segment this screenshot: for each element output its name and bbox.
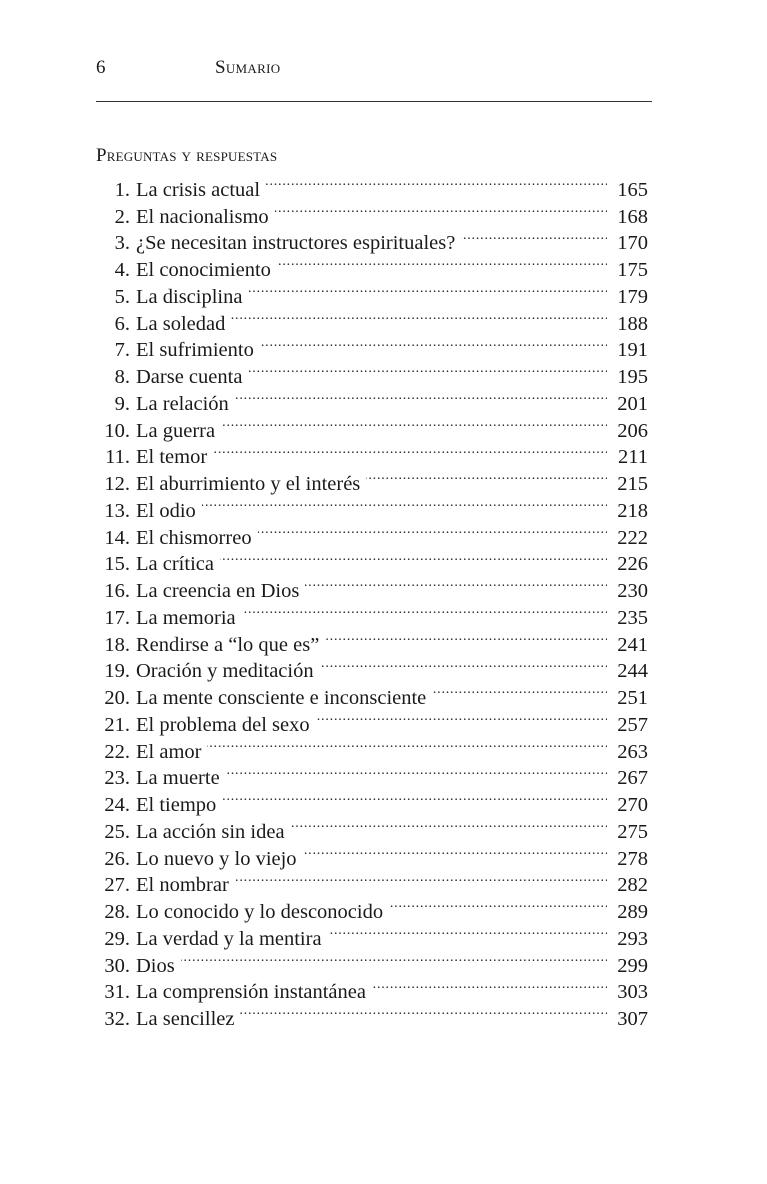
toc-entry-number: 21. (104, 713, 130, 736)
toc-entry-number: 14. (104, 526, 130, 549)
toc-entry-page: 191 (617, 339, 648, 362)
toc-leader-dots (235, 865, 607, 892)
toc-entry-title: La soledad (136, 312, 226, 335)
toc-entry-page: 278 (617, 847, 648, 870)
toc-entry-page: 235 (617, 606, 648, 629)
toc-entry-title: El aburrimiento y el interés (136, 473, 361, 495)
toc-leader-dots (231, 303, 607, 330)
toc-entry-page: 179 (617, 285, 648, 308)
toc-entry-title: La creencia en Dios (136, 580, 300, 602)
toc-leader-dots (266, 169, 607, 196)
toc-entry-title: La guerra (136, 419, 216, 442)
toc-entry-title: La memoria (136, 606, 236, 629)
toc-entry-title: Darse cuenta (136, 366, 243, 388)
toc-leader-dots (389, 891, 607, 918)
toc-leader-dots (220, 544, 607, 571)
toc-entry-page: 201 (617, 392, 648, 415)
toc-entry-number: 10. (104, 419, 130, 442)
toc-entry-title: La comprensión instantánea (136, 981, 366, 1004)
toc-leader-dots (235, 383, 607, 410)
toc-entry-page: 251 (617, 687, 648, 709)
toc-leader-dots (325, 624, 607, 651)
toc-entry-number: 23. (104, 767, 130, 790)
toc-leader-dots (328, 918, 607, 945)
toc-entry-number: 3. (114, 232, 130, 255)
toc-entry-page: 289 (617, 901, 648, 923)
toc-leader-dots (275, 196, 607, 223)
toc-entry-page: 230 (617, 580, 648, 602)
toc-entry-page: 170 (617, 232, 648, 255)
toc-leader-dots (260, 330, 607, 357)
toc-entry-number: 1. (114, 178, 130, 201)
toc-entry-title: La mente consciente e inconsciente (136, 687, 427, 709)
toc-entry-number: 20. (104, 687, 130, 709)
toc-entry-page: 293 (617, 927, 648, 950)
toc-entry-title: El temor (136, 446, 208, 469)
toc-entry-page: 211 (618, 446, 648, 469)
toc-leader-dots (240, 998, 607, 1025)
toc-entry-number: 27. (104, 874, 130, 897)
toc-entry-page: 263 (617, 740, 648, 763)
toc-entry-page: 195 (617, 366, 648, 388)
toc-entry-page: 307 (617, 1008, 648, 1030)
toc-entry-page: 257 (617, 713, 648, 736)
toc-entry-number: 30. (104, 954, 130, 977)
toc-leader-dots (305, 570, 607, 597)
toc-entry-page: 226 (617, 553, 648, 576)
toc-entry-page: 299 (617, 954, 648, 977)
toc-entry (96, 169, 648, 201)
toc-entry-page: 270 (617, 794, 648, 816)
toc-entry-title: Lo nuevo y lo viejo (136, 847, 297, 870)
toc-leader-dots (372, 972, 607, 999)
toc-entry-title: Oración y meditación (136, 660, 314, 683)
toc-entry-page: 188 (617, 312, 648, 335)
toc-entry-page: 222 (617, 526, 648, 549)
toc-entry-page: 275 (617, 820, 648, 843)
toc-entry-number: 5. (114, 285, 130, 308)
toc-entry-title: El nacionalismo (136, 205, 269, 228)
toc-leader-dots (320, 651, 607, 678)
toc-leader-dots (366, 463, 607, 490)
toc-entry-number: 16. (104, 580, 130, 602)
toc-entry-title: El chismorreo (136, 526, 252, 549)
toc-entry-number: 11. (105, 446, 130, 469)
header-rule (96, 101, 652, 102)
toc-leader-dots (242, 597, 607, 624)
toc-entry-number: 22. (104, 740, 130, 763)
toc-entry-title: Dios (136, 954, 175, 977)
toc-entry-number: 4. (114, 259, 130, 281)
toc-leader-dots (207, 731, 607, 758)
toc-entry-title: ¿Se necesitan instructores espirituales? (136, 232, 456, 255)
toc-leader-dots (461, 223, 607, 250)
toc-entry-number: 29. (104, 927, 130, 950)
page-header (96, 57, 652, 83)
toc-entry-title: El problema del sexo (136, 713, 310, 736)
toc-leader-dots (316, 704, 607, 731)
toc-entry-page: 303 (617, 981, 648, 1004)
toc-leader-dots (222, 784, 607, 811)
toc-leader-dots (181, 945, 607, 972)
page-number: 6 (96, 57, 106, 78)
toc-leader-dots (248, 276, 607, 303)
toc-entry-page: 168 (617, 205, 648, 228)
toc-entry-title: Lo conocido y lo desconocido (136, 901, 384, 923)
toc-leader-dots (303, 838, 607, 865)
toc-entry-number: 25. (104, 820, 130, 843)
toc-entry-number: 24. (104, 794, 130, 816)
toc-entry-title: Rendirse a “lo que es” (136, 633, 320, 656)
toc-entry-number: 8. (114, 366, 130, 388)
toc-leader-dots (202, 490, 607, 517)
toc-entry-page: 282 (617, 874, 648, 897)
toc-entry-title: La sencillez (136, 1008, 235, 1030)
toc-entry-number: 9. (114, 392, 130, 415)
toc-entry-page: 241 (617, 633, 648, 656)
section-heading: Preguntas y respuestas (96, 145, 278, 166)
toc-entry-title: La crítica (136, 553, 214, 576)
toc-entry-number: 31. (104, 981, 130, 1004)
toc-entry-title: El sufrimiento (136, 339, 254, 362)
toc-entry-number: 12. (104, 473, 130, 495)
running-title: Sumario (215, 57, 281, 78)
toc-entry-number: 7. (114, 339, 130, 362)
toc-leader-dots (277, 249, 607, 276)
toc-entry-number: 15. (104, 553, 130, 576)
toc-entry-number: 6. (114, 312, 130, 335)
toc-leader-dots (213, 437, 607, 464)
toc-leader-dots (248, 356, 607, 383)
toc-entry-page: 267 (617, 767, 648, 790)
toc-entry-title: La relación (136, 392, 229, 415)
toc-entry-title: El tiempo (136, 794, 217, 816)
toc-entry-page: 218 (617, 499, 648, 522)
toc-leader-dots (291, 811, 607, 838)
toc-leader-dots (226, 758, 607, 785)
toc-entry (96, 972, 648, 1004)
toc-entry-number: 17. (104, 606, 130, 629)
toc-entry-number: 19. (104, 660, 130, 683)
toc-entry-title: El amor (136, 740, 202, 763)
toc-entry-title: La muerte (136, 767, 220, 790)
toc-entry-page: 215 (617, 473, 648, 495)
toc-entry-number: 2. (114, 205, 130, 228)
toc-entry-title: El odio (136, 499, 196, 522)
toc-entry-number: 18. (104, 633, 130, 656)
toc-leader-dots (258, 517, 607, 544)
toc-entry-title: La verdad y la mentira (136, 927, 322, 950)
toc-entry-title: La crisis actual (136, 178, 261, 201)
toc-entry-title: La disciplina (136, 285, 243, 308)
toc-entry-number: 32. (104, 1008, 130, 1030)
toc-leader-dots (432, 677, 607, 704)
toc-entry-title: La acción sin idea (136, 820, 285, 843)
toc-entry-title: El conocimiento (136, 259, 271, 281)
toc-leader-dots (221, 410, 607, 437)
toc-entry-page: 165 (617, 178, 648, 201)
toc-entry-number: 28. (104, 901, 130, 923)
toc-entry-number: 26. (104, 847, 130, 870)
table-of-contents (96, 169, 648, 1030)
toc-entry-title: El nombrar (136, 874, 229, 897)
toc-entry-page: 206 (617, 419, 648, 442)
toc-entry-page: 175 (617, 259, 648, 281)
toc-entry-page: 244 (617, 660, 648, 683)
toc-entry-number: 13. (104, 499, 130, 522)
